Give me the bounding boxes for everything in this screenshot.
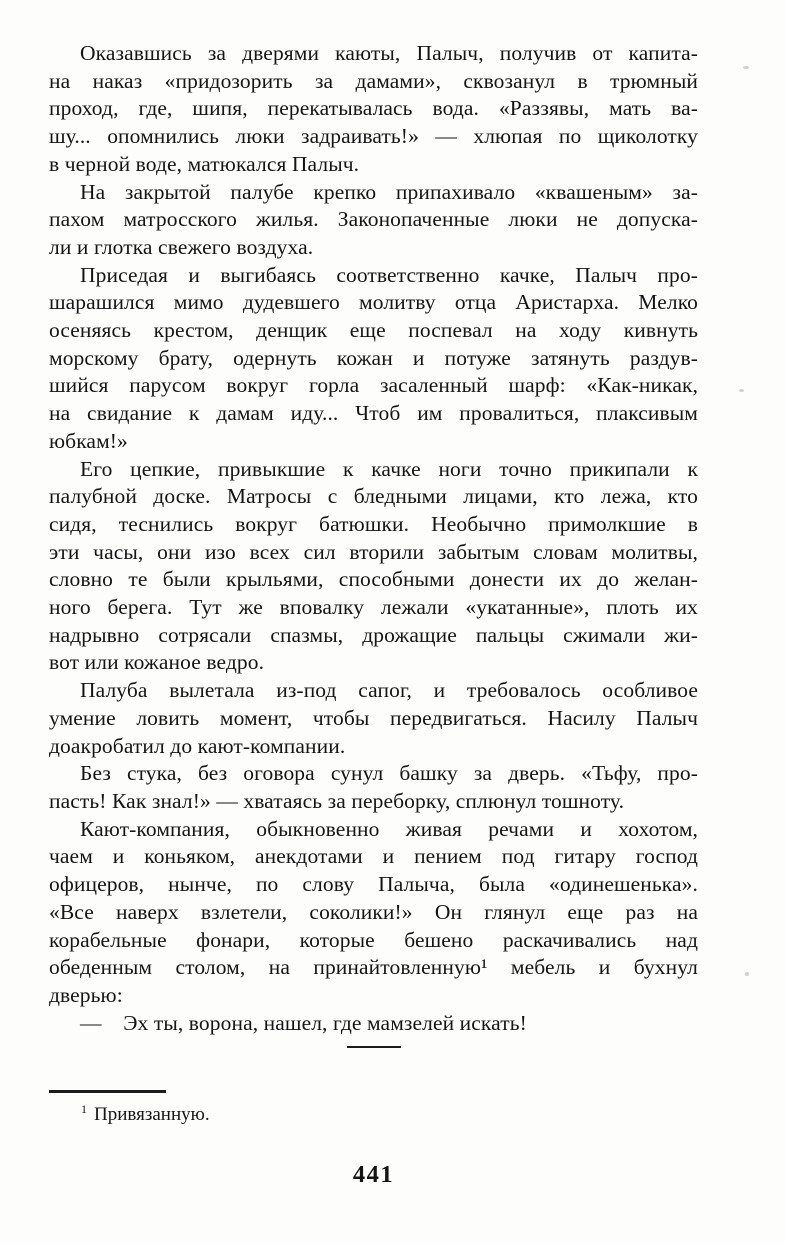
text-line: шу... опомнились люки задраивать!» — хлюпая по щиколотку: [49, 124, 698, 149]
text-line: офицеров, нынче, по слову Палыча, была «одинешенька».: [49, 872, 698, 897]
text-line: надрывно сотрясали спазмы, дрожащие пальцы сжимали жи-: [49, 622, 698, 647]
paragraph: [49, 760, 698, 815]
text-line: «Все наверх взлетели, соколики!» Он глянул еще раз на: [49, 899, 698, 924]
paragraph: [49, 456, 698, 678]
text-line: умение ловить момент, чтобы передвигаться. Насилу Палыч: [49, 705, 698, 730]
scan-artifact: [743, 66, 749, 69]
paragraph: [49, 179, 698, 262]
section-divider: [347, 1046, 401, 1048]
text-line: в черной воде, матюкался Палыч.: [49, 151, 360, 176]
text-line: Оказавшись за дверями каюты, Палыч, получив от капита-: [80, 41, 698, 65]
text-line: шийся парусом вокруг горла засаленный шарф: «Как-никак,: [49, 373, 698, 398]
text-line: дверью:: [49, 982, 123, 1007]
text-line: корабельные фонари, которые бешено раскачивались над: [49, 927, 698, 952]
text-line: На закрытой палубе крепко припахивало «квашеным» за-: [80, 179, 698, 204]
scan-artifact: [739, 389, 744, 392]
text-line: чаем и коньяком, анекдотами и пением под гитару господ: [49, 844, 698, 869]
page-number: 441: [352, 1161, 395, 1188]
text-line: Приседая и выгибаясь соответственно качке, Палыч про-: [80, 262, 698, 287]
text-line: ли и глотка свежего воздуха.: [49, 234, 314, 259]
text-line: проход, где, шипя, перекатывалась вода. «Раззявы, мать ва-: [49, 96, 698, 121]
text-line: юбкам!»: [49, 428, 128, 453]
text-line: Его цепкие, привыкшие к качке ноги точно прикипали к: [80, 456, 698, 481]
body-text: [49, 40, 698, 1037]
paragraph: [49, 262, 698, 456]
text-line: пахом матросского жилья. Законопаченные люки не допуска-: [49, 207, 698, 232]
text-line: Палуба вылетала из-под сапог, и требовалось особливое: [80, 678, 698, 703]
footnote: [49, 1103, 698, 1127]
text-line: эти часы, они изо всех сил вторили забытым словам молитвы,: [49, 539, 698, 564]
paragraph: [49, 40, 698, 179]
footnote-marker: 1: [81, 1101, 87, 1116]
text-line: обеденным столом, на принайтовленную¹ мебель и бухнул: [49, 955, 698, 980]
text-line: Кают-компания, обыкновенно живая речами и хохотом,: [80, 816, 698, 841]
text-line: вот или кожаное ведро.: [49, 650, 265, 675]
footnote-text: Привязанную.: [94, 1104, 210, 1125]
footnote-rule: [49, 1090, 166, 1093]
text-line: Без стука, без оговора сунул башку за дверь. «Тьфу, про-: [80, 761, 698, 786]
text-line: палубной доске. Матросы с бледными лицами, кто лежа, кто: [49, 484, 698, 509]
text-line: на наказ «придозорить за дамами», сквозанул в трюмный: [49, 68, 698, 93]
text-line: доакробатил до кают-компании.: [49, 733, 346, 758]
text-line: шарашился мимо дудевшего молитву отца Аристарха. Мелко: [49, 290, 698, 315]
paragraph: [49, 1010, 698, 1038]
text-line: ного берега. Тут же вповалку лежали «укатанные», плоть их: [49, 595, 698, 620]
text-line: пасть! Как знал!» — хватаясь за переборку, сплюнул тошноту.: [49, 788, 625, 813]
text-line: осеняясь крестом, денщик еще поспевал на ходу кивнуть: [49, 318, 698, 343]
text-line: на свидание к дамам иду... Чтоб им провалиться, плаксивым: [49, 401, 698, 426]
text-line: словно те были крыльями, способными донести их до желан-: [49, 567, 698, 592]
text-line: сидя, теснились вокруг батюшки. Необычно примолкшие в: [49, 511, 698, 536]
paragraph: [49, 677, 698, 760]
text-line: — Эх ты, ворона, нашел, где мамзелей искать!: [80, 1010, 527, 1035]
paragraph: [49, 816, 698, 1010]
scan-artifact: [745, 972, 749, 976]
text-line: морскому брату, одернуть кожан и потуже затянуть раздув-: [49, 345, 698, 370]
